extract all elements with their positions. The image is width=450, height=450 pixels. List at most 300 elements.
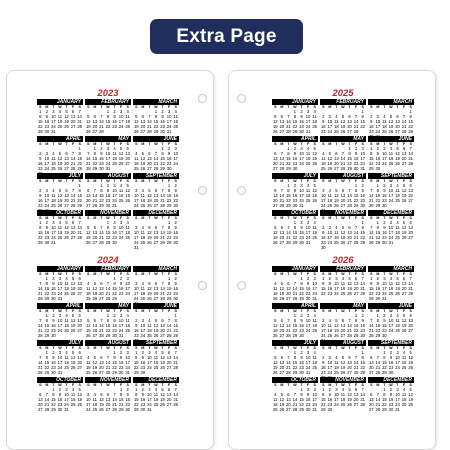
day-cell: 23 (382, 198, 387, 203)
day-cell: 23 (112, 124, 117, 129)
day-cell: 5 (65, 109, 68, 114)
day-cell: 29 (133, 407, 139, 412)
weekday-letter: T (287, 142, 290, 146)
day-cell: 14 (166, 323, 172, 328)
day-cell: 22 (368, 291, 374, 296)
day-cell (311, 166, 318, 171)
day-cell: 7 (287, 114, 290, 119)
weekday-letter: T (335, 309, 338, 313)
day-cell: 15 (153, 119, 159, 124)
day-cell: 20 (77, 360, 82, 365)
day-cell: 3 (58, 350, 62, 355)
day-cell: 11 (273, 397, 278, 402)
day-cell: 20 (279, 124, 285, 129)
day-cell: 4 (389, 146, 393, 151)
day-cell: 6 (126, 146, 129, 151)
weekday-letter: F (119, 309, 123, 313)
day-cell (76, 240, 83, 245)
day-cell: 21 (347, 328, 352, 333)
day-cell: 13 (408, 188, 413, 193)
day-cell: 9 (306, 392, 310, 397)
weekday-letter: T (113, 383, 116, 387)
weekday-letter: T (100, 216, 103, 220)
day-cell: 29 (299, 407, 304, 412)
day-cell: 4 (93, 392, 97, 397)
day-cell (124, 203, 131, 208)
day-cell: 24 (147, 402, 152, 407)
day-cell: 12 (395, 151, 400, 156)
day-cell: 19 (334, 328, 339, 333)
day-cell: 3 (45, 151, 49, 156)
day-cell: 23 (320, 370, 326, 375)
day-cell: 6 (78, 276, 81, 281)
week-row (133, 129, 179, 134)
weekday-letter: S (409, 105, 412, 109)
day-cell: 9 (361, 318, 364, 323)
day-cell: 3 (389, 220, 393, 225)
day-cell: 9 (300, 114, 303, 119)
day-cell: 16 (57, 397, 63, 402)
day-cell: 7 (148, 114, 151, 119)
day-cell: 27 (160, 333, 165, 338)
day-cell: 26 (140, 166, 146, 171)
weekday-letter: W (293, 216, 297, 220)
day-cell: 2 (300, 220, 303, 225)
day-cell: 25 (92, 407, 98, 412)
month-may (319, 136, 367, 173)
day-cell: 25 (153, 402, 159, 407)
weekday-letter: S (409, 179, 412, 183)
day-cell: 20 (153, 291, 159, 296)
weekday-letter: S (39, 346, 42, 350)
weekday-letter: T (52, 105, 55, 109)
day-cell: 13 (334, 156, 339, 161)
day-cell: 22 (51, 402, 56, 407)
day-cell: 31 (125, 370, 130, 375)
month-name: APRIL (37, 303, 83, 309)
weekday-letter: T (287, 383, 290, 387)
day-cell: 21 (160, 198, 165, 203)
day-cell: 30 (382, 203, 387, 208)
day-cell: 20 (353, 286, 359, 291)
month-name: DECEMBER (368, 210, 414, 216)
day-cell: 10 (147, 392, 152, 397)
day-cell: 29 (77, 166, 82, 171)
day-cell: 14 (173, 355, 178, 360)
day-cell: 29 (77, 203, 82, 208)
day-cell: 17 (166, 119, 172, 124)
day-cell: 22 (375, 235, 381, 240)
day-cell: 8 (376, 225, 380, 230)
day-cell: 11 (140, 193, 146, 198)
day-cell: 5 (65, 220, 68, 225)
day-cell: 5 (78, 387, 81, 392)
day-cell: 16 (375, 286, 381, 291)
weekday-letter: F (119, 179, 123, 183)
day-cell: 16 (382, 323, 387, 328)
day-cell: 14 (99, 230, 104, 235)
day-cell: 23 (327, 402, 333, 407)
day-cell: 3 (141, 318, 145, 323)
day-cell: 29 (360, 370, 365, 375)
day-cell: 26 (64, 235, 69, 240)
day-cell: 14 (70, 156, 76, 161)
weekday-letter: S (322, 309, 325, 313)
week-row (133, 203, 179, 208)
day-cell: 1 (52, 387, 55, 392)
day-cell: 14 (92, 193, 98, 198)
day-cell: 4 (328, 318, 332, 323)
day-cell: 11 (401, 392, 407, 397)
day-cell: 27 (77, 365, 82, 370)
month-row (271, 136, 415, 173)
day-cell: 21 (292, 291, 298, 296)
weekday-letter: T (113, 346, 116, 350)
day-cell: 13 (286, 286, 291, 291)
day-cell: 10 (382, 151, 387, 156)
day-cell: 9 (383, 318, 386, 323)
day-cell: 12 (133, 119, 139, 124)
day-cell: 5 (71, 276, 75, 281)
day-cell: 25 (272, 407, 278, 412)
day-cell: 24 (57, 328, 63, 333)
month-december (367, 377, 415, 414)
day-cell: 4 (126, 220, 129, 225)
weekday-letter: W (341, 216, 345, 220)
month-name: FEBRUARY (320, 99, 366, 105)
day-cell: 11 (340, 281, 346, 286)
day-cell: 18 (327, 198, 333, 203)
day-cell: 6 (402, 146, 406, 151)
day-cell: 3 (376, 114, 380, 119)
day-cell: 25 (382, 129, 387, 134)
week-row (272, 203, 318, 208)
weekday-letter: T (52, 272, 55, 276)
weekday-letter: T (161, 309, 164, 313)
month-october (271, 210, 319, 247)
day-cell: 16 (51, 286, 56, 291)
day-cell: 30 (327, 407, 333, 412)
weekday-letter: M (328, 216, 332, 220)
day-cell: 7 (341, 151, 345, 156)
day-cell: 21 (166, 328, 172, 333)
day-cell: 4 (65, 276, 68, 281)
day-cell: 10 (312, 281, 317, 286)
day-cell: 30 (112, 240, 117, 245)
day-cell: 11 (140, 286, 146, 291)
day-cell: 28 (112, 407, 117, 412)
day-cell: 30 (118, 370, 124, 375)
day-cell: 2 (300, 313, 303, 318)
day-cell: 19 (92, 365, 98, 370)
day-cell: 8 (361, 355, 364, 360)
day-cell: 20 (272, 198, 278, 203)
day-cell: 13 (395, 119, 400, 124)
day-cell: 14 (375, 360, 381, 365)
day-cell: 23 (173, 235, 178, 240)
day-cell: 6 (354, 387, 358, 392)
month-name: JUNE (133, 136, 179, 142)
day-cell: 16 (299, 230, 304, 235)
day-cell: 8 (78, 188, 81, 193)
day-cell: 27 (408, 198, 413, 203)
weekday-letter: T (396, 272, 399, 276)
weekday-letter: T (113, 142, 116, 146)
day-cell: 5 (71, 350, 75, 355)
day-cell: 31 (133, 245, 139, 250)
day-cell: 26 (279, 296, 285, 301)
weekday-letter: W (341, 272, 345, 276)
day-cell: 10 (173, 151, 178, 156)
day-cell: 7 (287, 225, 290, 230)
weekday-letter: W (341, 105, 345, 109)
week-row (320, 166, 366, 171)
day-cell: 12 (347, 392, 352, 397)
day-cell: 1 (361, 350, 364, 355)
day-cell: 7 (100, 318, 103, 323)
day-cell: 27 (37, 407, 43, 412)
weekday-letter: M (93, 142, 97, 146)
day-cell: 22 (375, 198, 381, 203)
day-cell: 26 (272, 370, 278, 375)
weekday-letter: S (87, 105, 90, 109)
day-cell: 3 (328, 114, 332, 119)
day-cell: 2 (161, 109, 164, 114)
day-cell: 18 (64, 360, 69, 365)
day-cell: 18 (395, 193, 400, 198)
weekday-letter: F (71, 216, 75, 220)
day-cell: 15 (133, 360, 139, 365)
day-cell: 9 (100, 151, 103, 156)
day-cell: 22 (77, 198, 82, 203)
day-cell: 1 (78, 183, 81, 188)
day-cell: 20 (70, 230, 76, 235)
day-cell: 2 (376, 276, 380, 281)
month-december (132, 210, 180, 250)
day-cell: 20 (125, 156, 130, 161)
day-cell: 3 (389, 313, 393, 318)
day-cell: 24 (57, 291, 63, 296)
day-cell: 18 (272, 291, 278, 296)
day-cell: 24 (51, 235, 56, 240)
weekday-letter: T (100, 105, 103, 109)
day-cell: 9 (174, 188, 177, 193)
weekday-letter: T (113, 179, 116, 183)
day-cell: 16 (292, 193, 298, 198)
weekday-letter: S (135, 179, 138, 183)
day-cell: 21 (401, 124, 407, 129)
day-cell: 11 (70, 392, 76, 397)
weekday-letter: F (402, 309, 406, 313)
day-cell: 7 (370, 225, 373, 230)
day-cell: 13 (153, 230, 159, 235)
day-cell: 18 (388, 286, 394, 291)
day-cell: 21 (77, 119, 82, 124)
day-cell: 8 (293, 114, 297, 119)
day-cell: 24 (334, 291, 339, 296)
day-cell: 25 (305, 161, 311, 166)
day-cell: 1 (93, 146, 97, 151)
day-cell: 27 (166, 365, 172, 370)
day-cell: 16 (388, 397, 394, 402)
day-cell: 6 (341, 318, 345, 323)
day-cell: 23 (382, 235, 387, 240)
day-cell: 25 (85, 296, 91, 301)
week-row (368, 203, 414, 208)
day-cell: 27 (279, 129, 285, 134)
day-cell: 27 (125, 161, 130, 166)
day-cell: 21 (99, 235, 104, 240)
day-cell: 25 (395, 198, 400, 203)
extra-page-banner: Extra Page (150, 19, 303, 54)
weekday-letter: S (361, 272, 364, 276)
day-cell: 1 (167, 220, 171, 225)
day-cell: 26 (153, 333, 159, 338)
day-cell: 26 (92, 296, 98, 301)
weekday-letter: T (383, 383, 386, 387)
day-cell: 26 (160, 402, 165, 407)
day-cell: 31 (305, 129, 311, 134)
day-cell: 12 (64, 114, 69, 119)
day-cell: 30 (44, 129, 50, 134)
month-november (84, 377, 132, 414)
day-cell: 6 (280, 114, 284, 119)
week-row (368, 240, 414, 245)
month-name: AUGUST (320, 340, 366, 346)
day-cell: 12 (147, 286, 152, 291)
day-cell: 19 (140, 161, 146, 166)
weekday-letter: W (341, 346, 345, 350)
week-row (85, 240, 131, 245)
day-cell: 11 (64, 355, 69, 360)
day-cell: 23 (44, 124, 50, 129)
month-name: MARCH (133, 99, 179, 105)
day-cell: 23 (388, 365, 394, 370)
day-cell: 9 (300, 225, 303, 230)
day-cell: 3 (313, 276, 316, 281)
day-cell: 17 (118, 323, 124, 328)
day-cell: 15 (77, 156, 82, 161)
day-cell: 19 (57, 198, 63, 203)
month-february (319, 99, 367, 136)
weekday-letter: M (141, 309, 145, 313)
day-cell: 23 (320, 129, 326, 134)
day-cell: 26 (99, 407, 104, 412)
day-cell: 8 (93, 151, 97, 156)
weekday-letter: M (45, 346, 49, 350)
day-cell: 16 (327, 397, 333, 402)
day-cell: 10 (133, 230, 139, 235)
day-cell: 27 (147, 166, 152, 171)
weekday-letter: M (280, 346, 284, 350)
day-cell: 3 (52, 220, 55, 225)
day-cell: 24 (312, 291, 317, 296)
day-cell: 6 (141, 114, 145, 119)
weekday-letter: F (306, 383, 310, 387)
day-cell: 1 (361, 109, 364, 114)
day-cell: 13 (401, 281, 407, 286)
day-cell: 23 (51, 365, 56, 370)
weekday-letter: S (126, 383, 129, 387)
month-name: JULY (272, 173, 318, 179)
day-cell: 10 (51, 225, 56, 230)
day-cell: 13 (347, 230, 352, 235)
day-cell: 29 (375, 240, 381, 245)
day-cell: 29 (51, 407, 56, 412)
day-cell (359, 407, 366, 412)
day-cell: 26 (340, 370, 346, 375)
day-cell: 9 (161, 114, 164, 119)
day-cell: 15 (286, 193, 291, 198)
day-cell: 11 (401, 355, 407, 360)
day-cell: 5 (87, 225, 90, 230)
weekday-letter: T (300, 216, 303, 220)
day-cell: 26 (147, 203, 152, 208)
day-cell: 14 (70, 193, 76, 198)
day-cell: 29 (105, 333, 111, 338)
day-cell: 28 (360, 291, 365, 296)
day-cell: 30 (305, 296, 311, 301)
week-row (272, 370, 318, 375)
day-cell: 1 (45, 276, 49, 281)
day-cell: 10 (140, 323, 146, 328)
day-cell: 8 (361, 225, 364, 230)
weekday-letter: T (148, 309, 151, 313)
day-cell: 28 (99, 129, 104, 134)
weekday-letter: F (71, 179, 75, 183)
day-cell: 14 (77, 225, 82, 230)
day-cell: 11 (86, 360, 91, 365)
day-cell: 13 (147, 156, 152, 161)
day-cell: 14 (401, 119, 407, 124)
day-cell: 27 (85, 203, 91, 208)
day-cell: 17 (312, 286, 317, 291)
day-cell: 13 (64, 156, 69, 161)
day-cell: 3 (396, 387, 399, 392)
day-cell: 1 (322, 276, 325, 281)
day-cell: 10 (299, 151, 304, 156)
weekday-letter: F (119, 272, 123, 276)
month-name: DECEMBER (368, 377, 414, 383)
day-cell: 27 (347, 240, 352, 245)
day-cell: 4 (154, 350, 158, 355)
week-row (85, 129, 131, 134)
day-cell: 9 (322, 119, 325, 124)
day-cell (407, 296, 414, 301)
day-cell: 15 (368, 286, 374, 291)
day-cell: 29 (292, 240, 298, 245)
day-cell: 12 (125, 188, 130, 193)
weekday-letter: S (409, 309, 412, 313)
day-cell: 20 (140, 124, 146, 129)
weekday-letter: S (78, 309, 81, 313)
weekday-letter: S (135, 216, 138, 220)
day-cell: 6 (154, 225, 158, 230)
day-cell: 7 (78, 109, 81, 114)
week-row (320, 245, 366, 250)
day-cell: 19 (279, 402, 285, 407)
day-cell: 17 (57, 323, 63, 328)
day-cell: 15 (320, 286, 326, 291)
day-cell: 13 (340, 323, 346, 328)
weekday-letter: S (313, 383, 316, 387)
weekday-letter: S (39, 309, 42, 313)
month-august (319, 173, 367, 210)
month-row (36, 377, 180, 414)
day-cell: 6 (402, 276, 406, 281)
day-cell: 15 (166, 230, 172, 235)
day-cell: 10 (327, 119, 333, 124)
